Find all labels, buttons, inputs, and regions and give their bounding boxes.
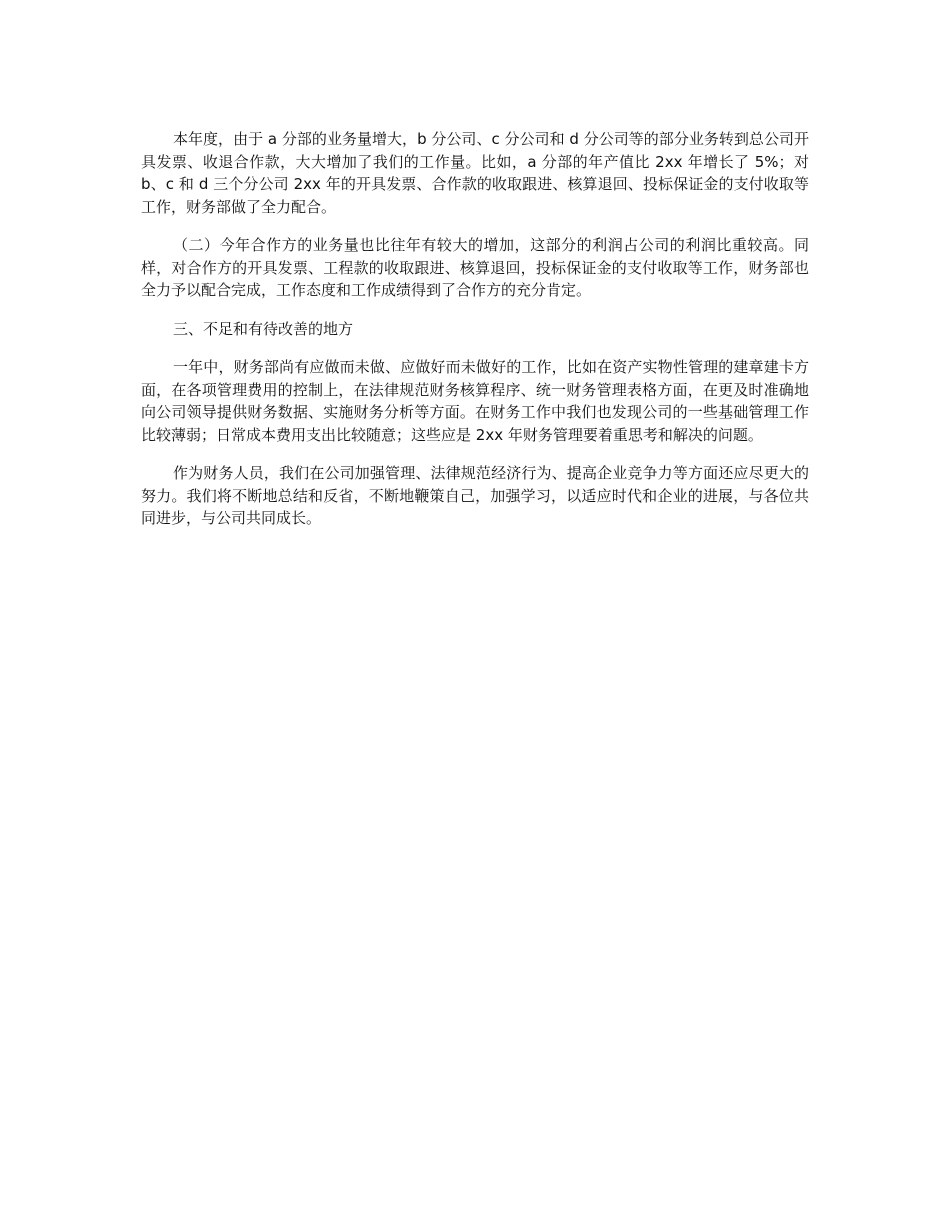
- paragraph-workload: 本年度，由于 a 分部的业务量增大，b 分公司、c 分公司和 d 分公司等的部分业务转到总公司开具发票、收退合作款，大大增加了我们的工作量。比如，a 分部的年产值比 2xx 年增长了 5%；对 b、c 和 d 三个分公司 2xx 年的开具发票、合作款的收取跟进、核算退回、投标保证金的支付收取等工作，财务部做了全力配合。: [141, 130, 809, 216]
- paragraph-shortcomings: 一年中，财务部尚有应做而未做、应做好而未做好的工作，比如在资产实物性管理的建章建卡方面，在各项管理费用的控制上，在法律规范财务核算程序、统一财务管理表格方面，在更及时准确地向公司领导提供财务数据、实施财务分析等方面。在财务工作中我们也发现公司的一些基础管理工作比较薄弱；日常成本费用支出比较随意；这些应是 2xx 年财务管理要着重思考和解决的问题。: [141, 358, 809, 444]
- paragraph-conclusion: 作为财务人员，我们在公司加强管理、法律规范经济行为、提高企业竞争力等方面还应尽更大的努力。我们将不断地总结和反省，不断地鞭策自己，加强学习，以适应时代和企业的进展，与各位共同进步，与公司共同成长。: [141, 464, 809, 527]
- section-heading-shortcomings: 三、不足和有待改善的地方: [173, 319, 354, 338]
- document-body: [141, 128, 809, 546]
- paragraph-partners: （二）今年合作方的业务量也比往年有较大的增加，这部分的利润占公司的利润比重较高。同样，对合作方的开具发票、工程款的收取跟进、核算退回，投标保证金的支付收取等工作，财务部也全力予以配合完成，工作态度和工作成绩得到了合作方的充分肯定。: [141, 236, 809, 299]
